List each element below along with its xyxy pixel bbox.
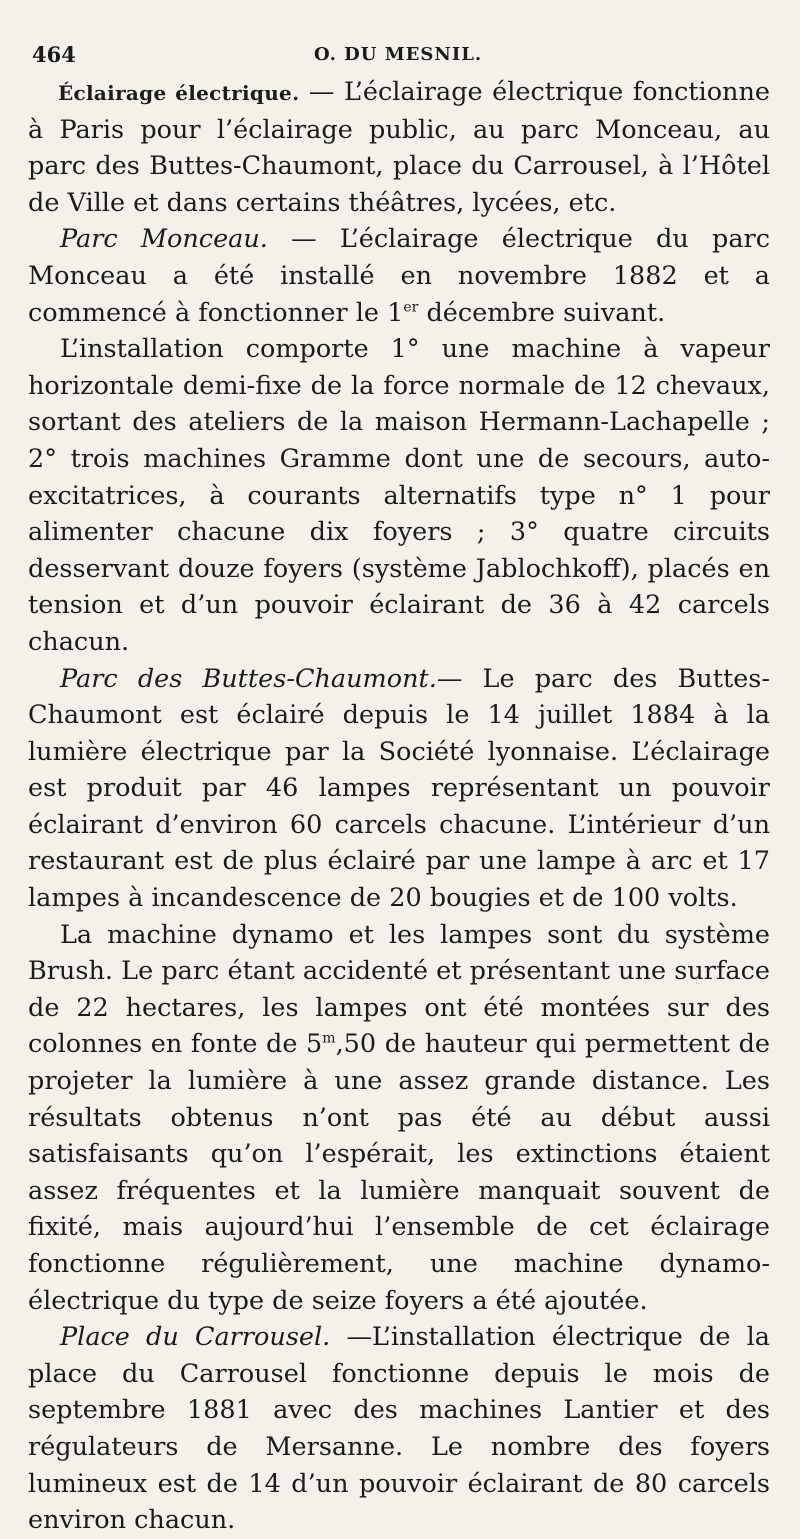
paragraph-text: décembre suivant. [418,297,666,328]
book-page [28,36,770,1539]
paragraph-text: L’installation comporte 1° une machine à vapeur horizontale demi-fixe de la force normale de 12 chevaux, sortant des ateliers de la maison Hermann-Lachapelle ; 2° trois machines Gramme dont une de secours, auto-excitatrices, à courants alternatifs type n° 1 pour alimenter chacune dix foyers ; 3° quatre circuits desservant douze foyers (système Jablochkoff), placés en tension et d’un pouvoir éclairant de 36 à 42 carcels chacun. [28,334,770,657]
paragraph-text: La machine dynamo et les lampes sont du système Brush. Le parc étant accidenté et présentant une surface de 22 hectares, les lampes ont été montées sur des colonnes en fonte de 5 [28,919,770,1060]
paragraph-parc-monceau [28,221,770,331]
section-heading: Parc des Buttes-Chaumont. [60,663,437,694]
paragraph-text: —L’installation électrique de la place du Carrousel fonctionne depuis le mois de septembre 1881 avec des machines Lantier et des régulateurs de Mersanne. Le nombre des foyers lumineux est de 14 d’un pouvoir éclairant de 80 carcels environ chacun. [28,1322,770,1536]
section-heading: Place du Carrousel. [60,1322,331,1353]
paragraph-text: — Le parc des Buttes-Chaumont est éclairé depuis le 14 juillet 1884 à la lumière électrique par la Société lyonnaise. L’éclairage est produit par 46 lampes représentant un pouvoir éclairant d’environ 60 carcels chacune. L’intérieur d’un restaurant est de plus éclairé par une lampe à arc et 17 lampes à incandescence de 20 bougies et de 100 volts. [28,663,770,914]
superscript: m [322,1030,336,1047]
paragraph-installation [28,331,770,660]
paragraph-text: — L’éclairage électrique du parc Monceau a été installé en novembre 1882 et a commencé à fonctionner le 1 [28,224,770,328]
paragraph-machine-dynamo [28,917,770,1320]
paragraph-eclairage [28,74,770,221]
section-heading: Éclairage électrique. [58,81,300,105]
running-title: O. DU MESNIL. [314,44,483,65]
paragraph-text: — L’éclairage électrique fonctionne à Paris pour l’éclairage public, au parc Monceau, au parc des Buttes-Chaumont, place du Carrousel, à l’Hôtel de Ville et dans certains théâtres, lycées, etc. [28,77,770,218]
paragraph-text: ,50 de hauteur qui permettent de projeter la lumière à une assez grande distance. Les résultats obtenus n’ont pas été au début aussi satisfaisants qu’on l’espérait, les extinctions étaient assez fréquentes et la lumière manquait souvent de fixité, mais aujourd’hui l’ensemble de cet éclairage fonctionne régulièrement, une machine dynamo-électrique du type de seize foyers a été ajoutée. [28,1029,770,1316]
superscript: er [403,299,419,316]
page-body [28,74,770,1539]
section-heading: Parc Monceau. [60,224,268,255]
page-number: 464 [32,42,76,67]
page-header [28,36,770,74]
paragraph-buttes-chaumont [28,661,770,917]
paragraph-place-carrousel [28,1319,770,1539]
